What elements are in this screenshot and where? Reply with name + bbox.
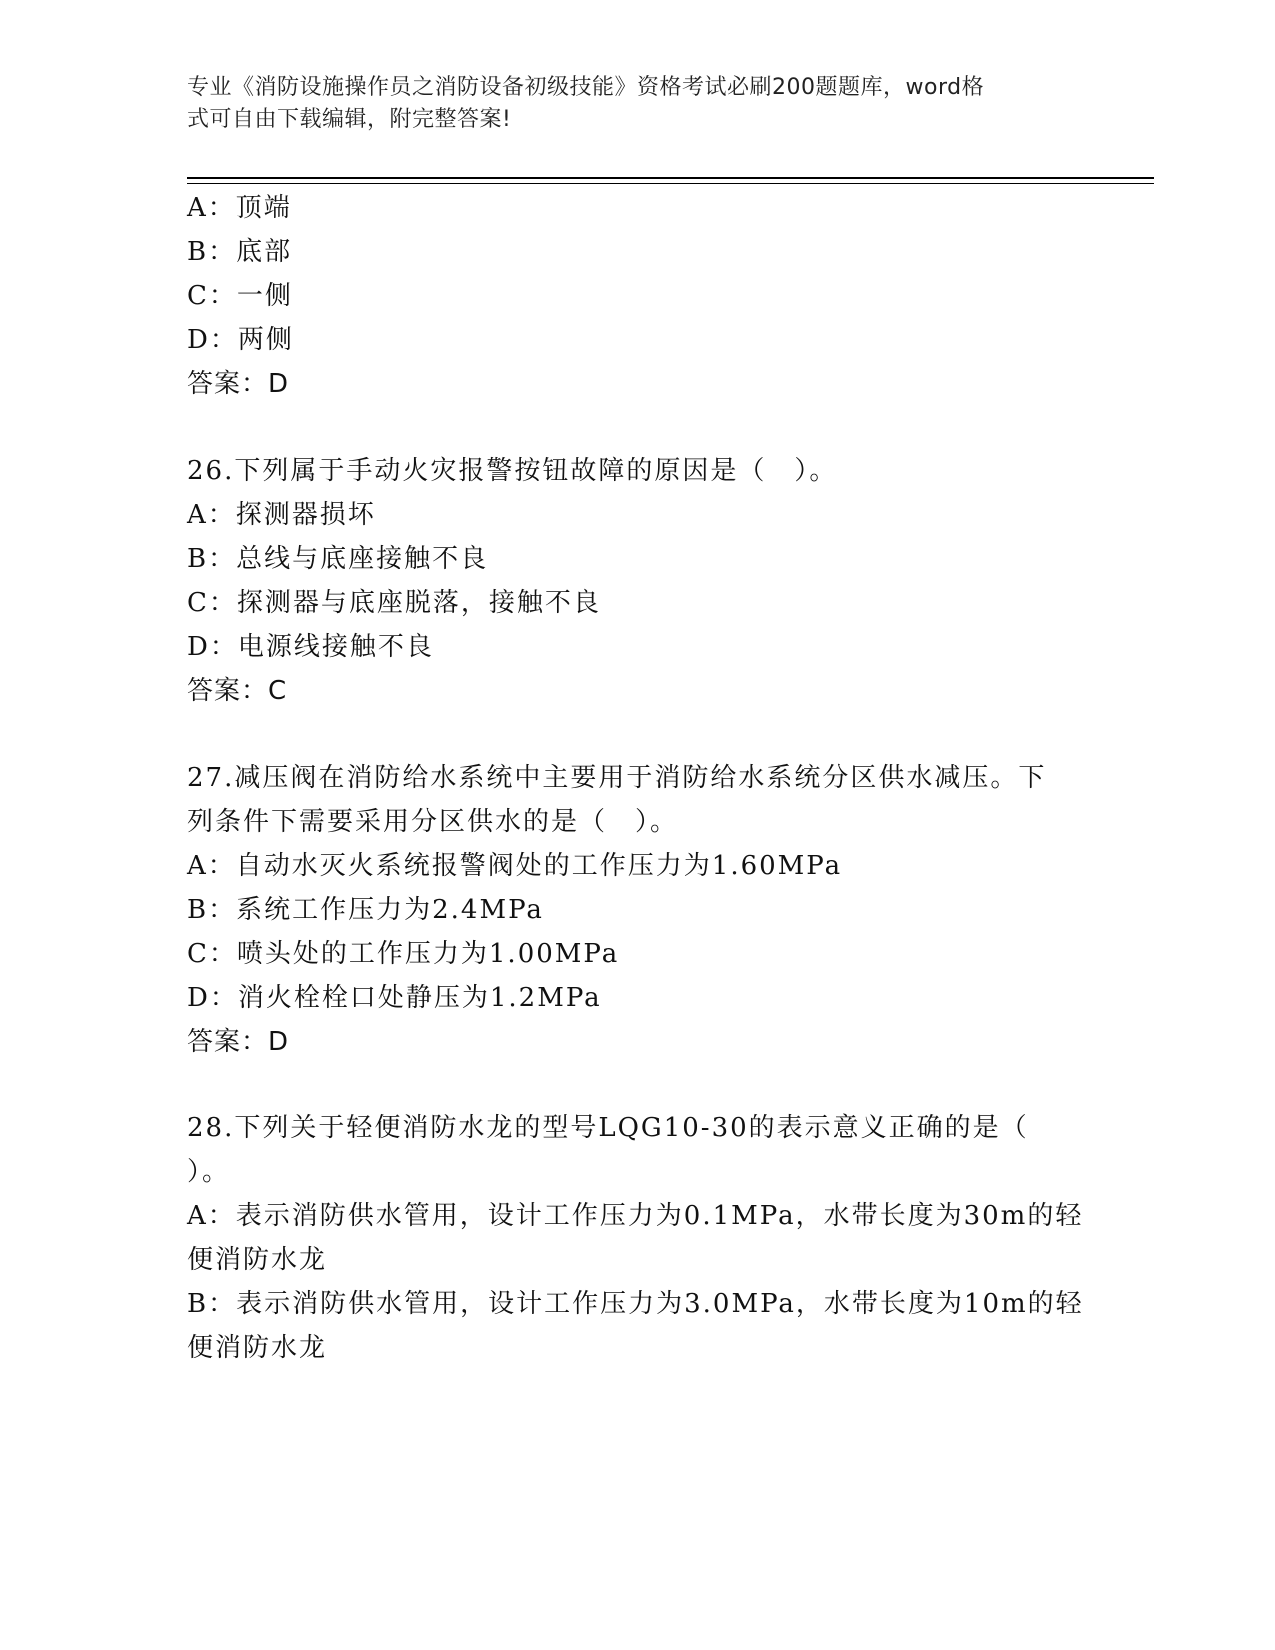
q27-option-c: C：喷头处的工作压力为1.00MPa [187,939,620,969]
q27-option-a: A：自动水灭火系统报警阀处的工作压力为1.60MPa [187,851,843,881]
q25-option-d: D：两侧 [187,325,294,355]
q28-question-line-2: ）。 [187,1157,231,1187]
header-rule-thick [187,177,1154,179]
q27-answer: 答案：D [187,1027,290,1057]
q26-option-a: A：探测器损坏 [187,500,376,530]
q28-option-b-line-1: B：表示消防供水管用，设计工作压力为3.0MPa，水带长度为10m的轻 [187,1289,1084,1319]
q25-option-b: B：底部 [187,237,293,267]
q25-answer: 答案：D [187,369,290,399]
header-rule-thin [187,183,1154,184]
q26-option-d: D：电源线接触不良 [187,632,434,662]
q27-question-line-1: 27.减压阀在消防给水系统中主要用于消防给水系统分区供水减压。下 [187,763,1047,793]
q27-question-line-2: 列条件下需要采用分区供水的是（ ）。 [187,807,679,837]
q25-option-c: C：一侧 [187,281,293,311]
header-line-2: 式可自由下载编辑，附完整答案! [187,107,512,132]
q28-option-b-line-2: 便消防水龙 [187,1333,328,1363]
q27-option-b: B：系统工作压力为2.4MPa [187,895,544,925]
q26-question: 26.下列属于手动火灾报警按钮故障的原因是（ ）。 [187,456,838,486]
q25-option-a: A：顶端 [187,193,292,223]
q26-option-b: B：总线与底座接触不良 [187,544,489,574]
q27-option-d: D：消火栓栓口处静压为1.2MPa [187,983,602,1013]
q26-option-c: C：探测器与底座脱落，接触不良 [187,588,601,618]
q28-option-a-line-2: 便消防水龙 [187,1245,328,1275]
header-line-1: 专业《消防设施操作员之消防设备初级技能》资格考试必刷200题题库，word格 [187,75,985,100]
q28-question-line-1: 28.下列关于轻便消防水龙的型号LQG10-30的表示意义正确的是（ [187,1113,1029,1143]
q26-answer: 答案：C [187,676,288,706]
q28-option-a-line-1: A：表示消防供水管用，设计工作压力为0.1MPa，水带长度为30m的轻 [187,1201,1084,1231]
document-header [187,72,1067,136]
